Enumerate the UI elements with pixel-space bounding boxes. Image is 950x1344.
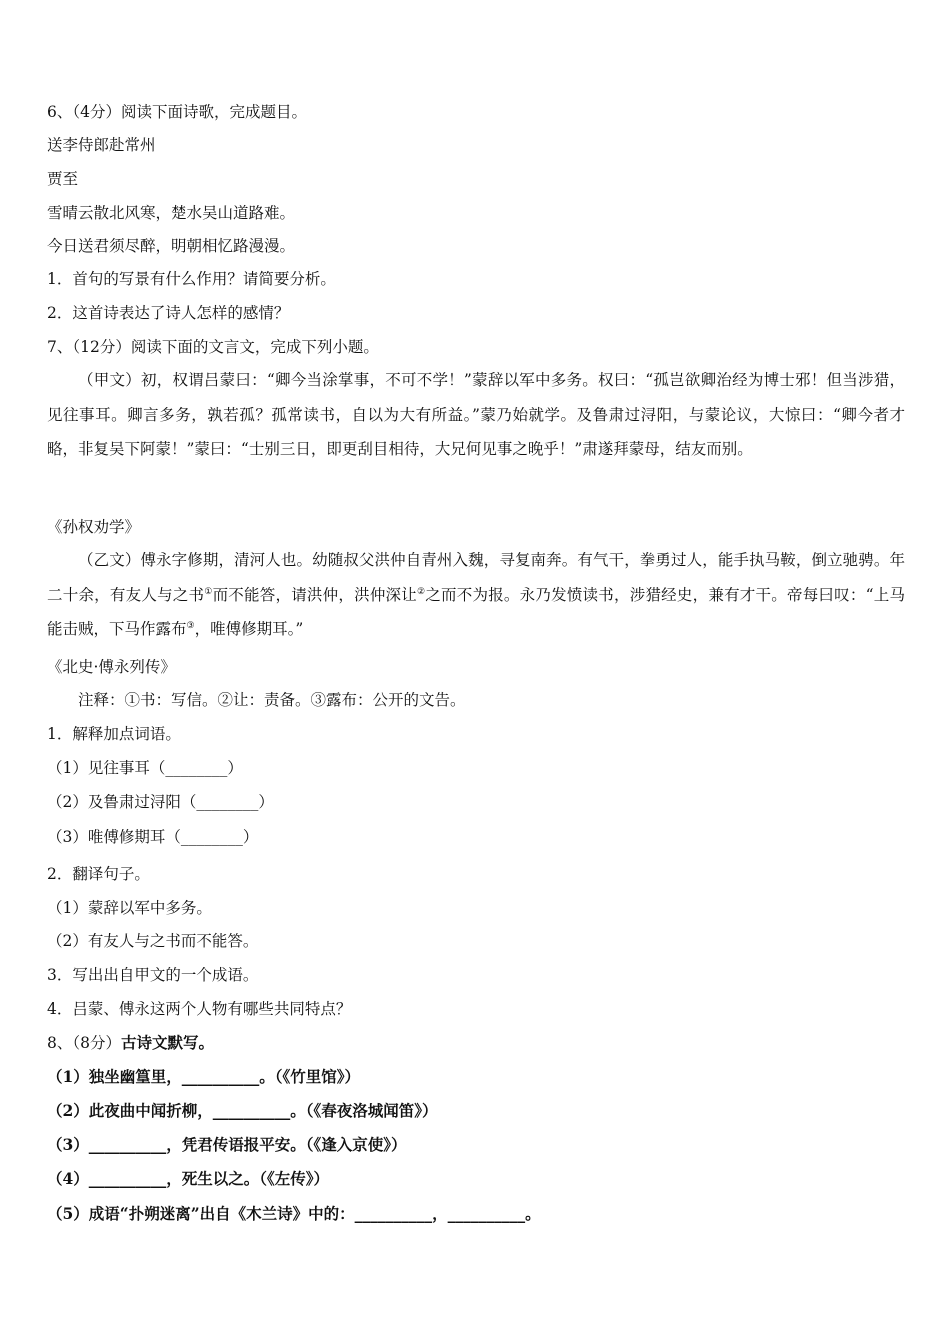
q7-sub-4: 4．吕蒙、傅永这两个人物有哪些共同特点？ [47,1000,352,1018]
q8-line-3: （3）__________，凭君传语报平安。（《逢入京使》） [47,1135,407,1154]
footnote-marker-2: ② [417,586,426,597]
q7-sub-1c: （3）唯傅修期耳（________） [47,828,259,846]
q6-header: 6、（4分）阅读下面诗歌，完成题目。 [47,103,307,121]
yi-text-1: （乙文）傅永字修期，清河人也。幼随叔父洪仲自青州入魏，寻复南奔。有气干，拳勇过人，能手执马鞍，倒立驰骋。年二十余，有友人与之书 [47,551,905,604]
q6-sub-1: 1．首句的写景有什么作用？请简要分析。 [47,270,336,288]
q7-sub-1: 1．解释加点词语。 [47,725,181,743]
poem-line-1: 雪晴云散北风寒，楚水吴山道路难。 [47,204,296,222]
yi-source: 《北史·傅永列传》 [47,658,176,676]
yi-text-2: 而不能答，请洪仲，洪仲深让 [212,585,417,604]
poem-title: 送李侍郎赴常州 [47,136,156,154]
q7-sub-3: 3．写出出自甲文的一个成语。 [47,966,259,984]
footnote-marker-1: ① [204,586,213,597]
q8-line-4: （4）__________，死生以之。（《左传》） [47,1169,330,1188]
q7-sub-2b: （2）有友人与之书而不能答。 [47,932,259,950]
q7-header: 7、（12分）阅读下面的文言文，完成下列小题。 [47,338,379,356]
q8-line-5: （5）成语“扑朔迷离”出自《木兰诗》中的：__________，__________。 [47,1204,541,1223]
yi-text-3: 之而不为报。永乃发愤读书，涉猎经史，兼有才干。帝每曰叹：“上马能击贼，下马作露布 [47,585,905,638]
q7-sub-1b: （2）及鲁肃过浔阳（________） [47,793,274,811]
poem-author: 贾至 [47,170,79,188]
q8-header-prefix: 8、（8分） [47,1034,121,1052]
jia-passage: （甲文）初，权谓吕蒙曰：“卿今当涂掌事，不可不学！”蒙辞以军中多务。权曰：“孤岂欲卿治经为博士邪！但当涉猎，见往事耳。卿言多务，孰若孤？孤常读书，自以为大有所益。”蒙乃始就学。及鲁肃过浔阳，与蒙论议，大惊曰：“卿今者才略，非复吴下阿蒙！”蒙曰：“士别三日，即更刮目相待，大兄何见事之晚乎！”肃遂拜蒙母，结友而别。 [47,371,905,458]
q7-sub-2: 2．翻译句子。 [47,865,150,883]
q7-sub-2a: （1）蒙辞以军中多务。 [47,899,212,917]
jia-source: 《孙权劝学》 [47,518,141,536]
notes: 注释：①书：写信。②让：责备。③露布：公开的文告。 [78,691,466,709]
q8-line-1: （1）独坐幽篁里，__________。（《竹里馆》） [47,1067,361,1086]
yi-text-4: ，唯傅修期耳。” [194,620,304,638]
footnote-marker-3: ③ [186,620,195,631]
yi-passage [47,543,905,647]
q6-sub-2: 2．这首诗表达了诗人怎样的感情？ [47,304,290,322]
q8-line-2: （2）此夜曲中闻折柳，__________。（《春夜洛城闻笛》） [47,1101,438,1120]
q7-sub-1a: （1）见往事耳（________） [47,759,243,777]
q8-header [47,1033,214,1053]
poem-line-2: 今日送君须尽醉，明朝相忆路漫漫。 [47,237,296,255]
q8-header-title: 古诗文默写。 [120,1033,214,1052]
